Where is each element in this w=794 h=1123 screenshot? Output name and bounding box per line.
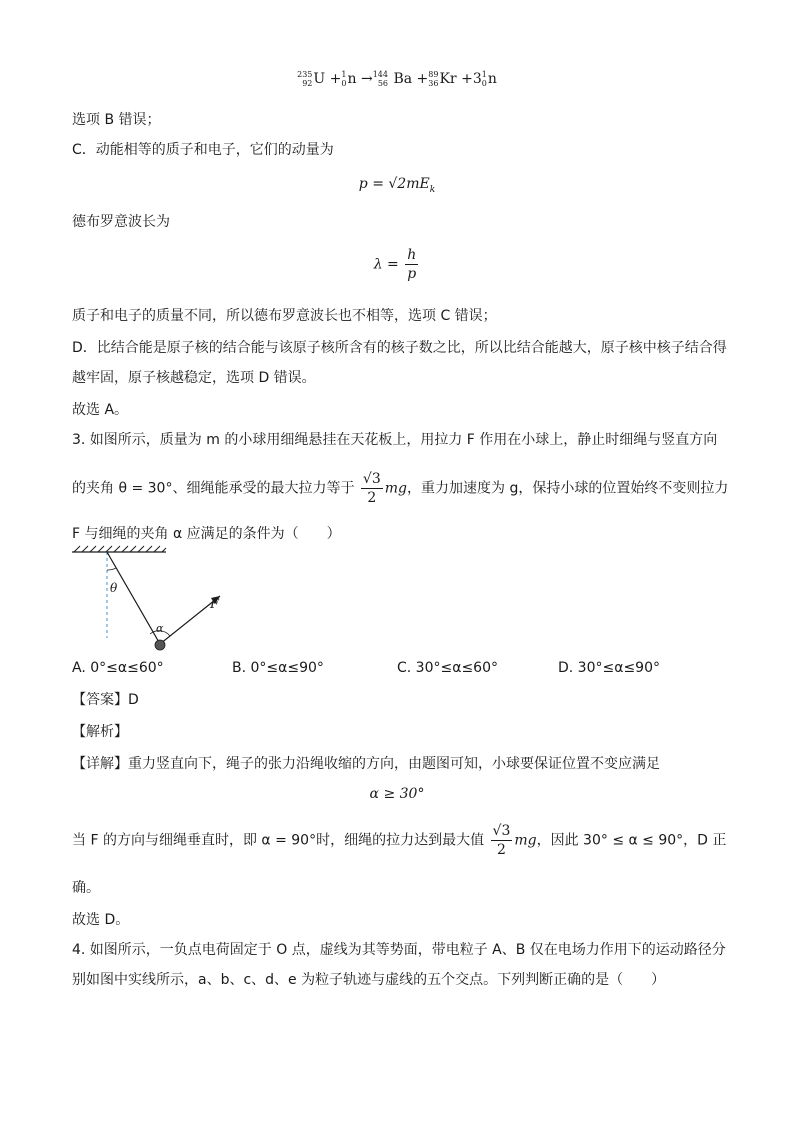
ball <box>155 640 165 650</box>
momentum-subscript: k <box>429 184 436 195</box>
c-conclusion: 质子和电子的质量不同，所以德布罗意波长也不相等，选项 C 错误； <box>72 308 497 324</box>
q3-line-1: 3. 如图所示，质量为 m 的小球用细绳悬挂在天花板上，用拉力 F 作用在小球上，静止时细绳与竖直方向 <box>72 432 718 448</box>
answer-value: D <box>128 692 139 708</box>
u-z: 92 <box>302 79 313 88</box>
choose-a: 故选 A。 <box>72 402 129 418</box>
ceiling-hatch <box>74 546 166 552</box>
d-line-2: 越牢固，原子核越稳定，选项 D 错误。 <box>72 370 316 386</box>
q3-line-2-a: 的夹角 θ = 30°、细绳能承受的最大拉力等于 <box>72 480 355 497</box>
momentum-equation <box>0 176 794 195</box>
lambda-denominator: p <box>407 266 417 282</box>
when-perpendicular <box>72 822 726 859</box>
n2-mass: 1 <box>481 70 487 79</box>
analysis-heading: 【解析】 <box>72 724 128 740</box>
q3-line-2 <box>72 470 728 507</box>
answer <box>72 690 139 710</box>
string <box>107 552 160 644</box>
when-frac-den: 2 <box>496 842 506 858</box>
reaction-arrow: → <box>360 71 373 87</box>
kr-mass: 89 <box>428 70 439 79</box>
q3-frac-num: √3 <box>362 471 381 487</box>
wavelength-equation <box>0 246 794 283</box>
neutron-coefficient: 3 <box>472 71 482 87</box>
q3-mg: mg <box>384 480 407 497</box>
q4-line-1: 4. 如图所示，一负点电荷固定于 O 点，虚线为其等势面，带电粒子 A、B 仅在电场力作用下的运动路径分 <box>72 942 726 958</box>
q3-frac-den: 2 <box>367 490 377 506</box>
u-symbol: U <box>313 71 326 87</box>
momentum-formula: p = √2mE <box>358 176 430 192</box>
when-frac-num: √3 <box>492 823 511 839</box>
ba-mass: 144 <box>372 70 388 79</box>
choose-d: 故选 D。 <box>72 912 130 928</box>
d-line-1: D．比结合能是原子核的结合能与该原子核所含有的核子数之比，所以比结合能越大，原子核中核子结合得 <box>72 340 727 356</box>
when-a: 当 F 的方向与细绳垂直时，即 α = 90°时，细绳的拉力达到最大值 <box>72 832 485 849</box>
ba-z: 56 <box>377 79 388 88</box>
n2-z: 0 <box>481 79 487 88</box>
detail <box>72 754 660 774</box>
c-intro: C．动能相等的质子和电子，它们的动量为 <box>72 142 334 158</box>
detail-bracket: 【详解】 <box>72 756 128 772</box>
lambda-fraction <box>405 246 418 283</box>
q3-fraction <box>361 470 383 507</box>
n-symbol: n <box>347 71 357 87</box>
sqrt-overline <box>435 176 436 177</box>
correct-text: 确。 <box>72 880 100 896</box>
pendulum-figure <box>70 544 250 654</box>
u-mass: 235 <box>297 70 313 79</box>
n2-symbol: n <box>487 71 497 87</box>
debroglie-label: 德布罗意波长为 <box>72 214 170 230</box>
option-d: D. 30°≤α≤90° <box>558 660 660 676</box>
ba-symbol: Ba <box>393 71 413 87</box>
alpha-label: α <box>156 622 164 635</box>
lambda-numerator: h <box>407 247 417 263</box>
q4-line-2: 别如图中实线所示，a、b、c、d、e 为粒子轨迹与虚线的五个交点。下列判断正确的是（ ） <box>72 972 666 988</box>
option-a: A. 0°≤α≤60° <box>72 660 164 676</box>
detail-text: 重力竖直向下，绳子的张力沿绳收缩的方向，由题图可知，小球要保证位置不变应满足 <box>128 756 660 772</box>
lambda-lhs: λ = <box>373 256 399 273</box>
theta-label: θ <box>110 581 118 595</box>
option-b: B. 0°≤α≤90° <box>232 660 324 676</box>
q3-line-3: F 与细绳的夹角 α 应满足的条件为（ ） <box>72 526 341 542</box>
when-mg: mg <box>514 832 537 849</box>
answer-bracket: 【答案】 <box>72 692 128 708</box>
option-c: C. 30°≤α≤60° <box>397 660 498 676</box>
option-b-wrong: 选项 B 错误； <box>72 112 161 128</box>
theta-arc <box>107 568 116 570</box>
when-fraction <box>491 822 513 859</box>
n-mass: 1 <box>341 70 347 79</box>
n-z: 0 <box>341 79 347 88</box>
nuclear-reaction-equation: 235 92 U + 1 0 n → 144 56 Ba + 89 36 Kr +3 1 0 n <box>297 70 497 88</box>
alpha-condition: α ≥ 30° <box>369 786 425 802</box>
when-b: ，因此 30° ≤ α ≤ 90°，D 正 <box>536 832 727 849</box>
kr-z: 36 <box>428 79 439 88</box>
q3-line-2-b: ，重力加速度为 g，保持小球的位置始终不变则拉力 <box>407 480 729 497</box>
force-label: F <box>210 597 220 612</box>
kr-symbol: Kr <box>439 71 457 87</box>
